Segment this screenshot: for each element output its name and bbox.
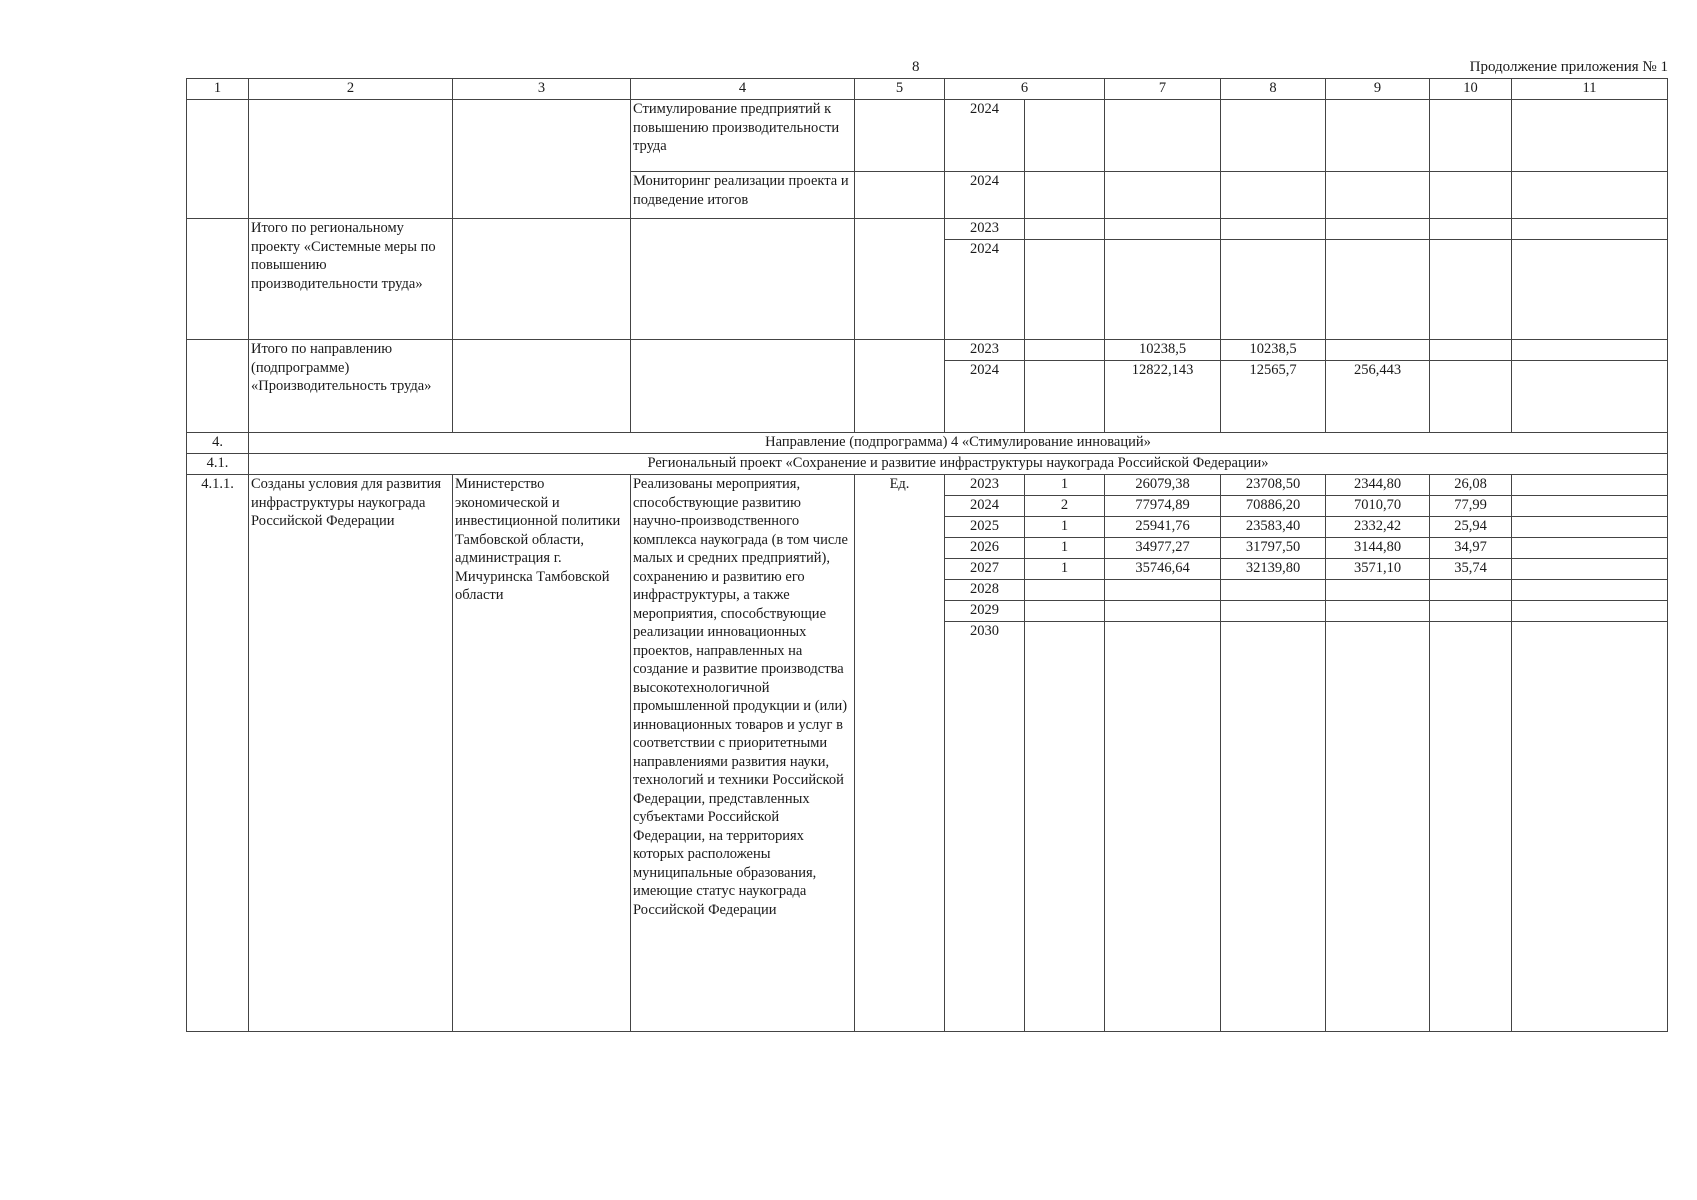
cell bbox=[453, 340, 631, 433]
cell bbox=[1221, 100, 1326, 172]
value-cell: 34977,27 bbox=[1105, 538, 1221, 559]
cell bbox=[1512, 340, 1668, 361]
value-cell: 26,08 bbox=[1430, 475, 1512, 496]
cell bbox=[1512, 219, 1668, 240]
qty-cell bbox=[1025, 622, 1105, 1032]
year-cell: 2023 bbox=[945, 475, 1025, 496]
value-cell: 12565,7 bbox=[1221, 361, 1326, 433]
value-cell bbox=[1430, 361, 1512, 433]
description-text: Реализованы мероприятия, способствующие развитию научно-производственного комплекса наукограда (в том числе малых и средних предприятий), сохранению и развитию его инфраструктуры, а также мероприятия, способствующие реализации инновационных проектов, направленных на создание и развитие производства высокотехнологичной промышленной продукции и (или) инновационных товаров и услуг в соответствии с приоритетными направлениями развития науки, технологий и техники Российской Федерации, представленных субъектами Российской Федерации, на территориях которых расположены муниципальные образования, имеющие статус наукограда Российской Федерации bbox=[631, 475, 855, 1032]
year-cell: 2023 bbox=[945, 219, 1025, 240]
value-cell bbox=[1430, 622, 1512, 1032]
value-cell bbox=[1105, 601, 1221, 622]
value-cell bbox=[1430, 580, 1512, 601]
cell bbox=[453, 100, 631, 219]
value-cell bbox=[1430, 601, 1512, 622]
cell bbox=[631, 219, 855, 340]
cell bbox=[1025, 361, 1105, 433]
value-cell: 10238,5 bbox=[1221, 340, 1326, 361]
executor-text: Министерство экономической и инвестиционной политики Тамбовской области, администрация г. Мичуринска Тамбовской области bbox=[453, 475, 631, 1032]
value-cell bbox=[1326, 580, 1430, 601]
cell bbox=[1105, 172, 1221, 219]
year-cell: 2026 bbox=[945, 538, 1025, 559]
cell bbox=[1512, 622, 1668, 1032]
section-number: 4.1. bbox=[187, 454, 249, 475]
qty-cell: 1 bbox=[1025, 517, 1105, 538]
col-header: 11 bbox=[1512, 79, 1668, 100]
cell bbox=[855, 172, 945, 219]
value-cell: 32139,80 bbox=[1221, 559, 1326, 580]
cell bbox=[1512, 559, 1668, 580]
value-cell bbox=[1430, 340, 1512, 361]
value-cell: 77,99 bbox=[1430, 496, 1512, 517]
value-cell: 2332,42 bbox=[1326, 517, 1430, 538]
value-cell: 10238,5 bbox=[1105, 340, 1221, 361]
col-header: 8 bbox=[1221, 79, 1326, 100]
cell bbox=[855, 340, 945, 433]
value-cell: 3144,80 bbox=[1326, 538, 1430, 559]
section-row bbox=[187, 454, 1668, 475]
cell bbox=[1221, 219, 1326, 240]
cell bbox=[1326, 240, 1430, 340]
value-cell: 35746,64 bbox=[1105, 559, 1221, 580]
cell bbox=[1430, 172, 1512, 219]
cell bbox=[1430, 240, 1512, 340]
cell bbox=[855, 219, 945, 340]
year-cell: 2024 bbox=[945, 172, 1025, 219]
cell bbox=[1221, 172, 1326, 219]
cell bbox=[1025, 172, 1105, 219]
cell bbox=[1025, 100, 1105, 172]
value-cell: 23583,40 bbox=[1221, 517, 1326, 538]
item-number: 4.1.1. bbox=[187, 475, 249, 1032]
value-cell bbox=[1326, 340, 1430, 361]
value-cell bbox=[1221, 601, 1326, 622]
section-title: Направление (подпрограмма) 4 «Стимулирование инноваций» bbox=[249, 433, 1668, 454]
page-number: 8 bbox=[912, 59, 920, 75]
cell bbox=[1025, 340, 1105, 361]
col-header: 3 bbox=[453, 79, 631, 100]
value-cell bbox=[1221, 580, 1326, 601]
year-cell: 2024 bbox=[945, 361, 1025, 433]
year-cell: 2027 bbox=[945, 559, 1025, 580]
column-numbers-row bbox=[187, 79, 1668, 100]
value-cell: 35,74 bbox=[1430, 559, 1512, 580]
col-header: 5 bbox=[855, 79, 945, 100]
cell bbox=[855, 100, 945, 172]
value-cell bbox=[1105, 622, 1221, 1032]
activity-text: Мониторинг реализации проекта и подведение итогов bbox=[631, 172, 855, 219]
qty-cell: 1 bbox=[1025, 538, 1105, 559]
cell bbox=[1326, 172, 1430, 219]
cell bbox=[1512, 517, 1668, 538]
cell bbox=[1105, 100, 1221, 172]
qty-cell bbox=[1025, 601, 1105, 622]
total-direction-label: Итого по направлению (подпрограмме) «Производительность труда» bbox=[249, 340, 453, 433]
cell bbox=[1430, 219, 1512, 240]
section-title: Региональный проект «Сохранение и развитие инфраструктуры наукограда Российской Федерации» bbox=[249, 454, 1668, 475]
value-cell: 2344,80 bbox=[1326, 475, 1430, 496]
cell bbox=[1326, 219, 1430, 240]
total-regional-label: Итого по региональному проекту «Системные меры по повышению производительности труда» bbox=[249, 219, 453, 340]
cell bbox=[1025, 219, 1105, 240]
cell bbox=[1512, 475, 1668, 496]
cell bbox=[187, 340, 249, 433]
cell bbox=[1512, 601, 1668, 622]
cell bbox=[1025, 240, 1105, 340]
table-row bbox=[187, 100, 1668, 172]
col-header: 9 bbox=[1326, 79, 1430, 100]
value-cell: 25,94 bbox=[1430, 517, 1512, 538]
cell bbox=[1512, 538, 1668, 559]
qty-cell: 2 bbox=[1025, 496, 1105, 517]
year-cell: 2029 bbox=[945, 601, 1025, 622]
cell bbox=[187, 100, 249, 219]
year-cell: 2024 bbox=[945, 496, 1025, 517]
cell bbox=[1512, 361, 1668, 433]
year-cell: 2025 bbox=[945, 517, 1025, 538]
year-cell: 2030 bbox=[945, 622, 1025, 1032]
value-cell bbox=[1326, 601, 1430, 622]
cell bbox=[1512, 580, 1668, 601]
qty-cell: 1 bbox=[1025, 559, 1105, 580]
cell bbox=[1512, 172, 1668, 219]
value-cell: 25941,76 bbox=[1105, 517, 1221, 538]
cell bbox=[1326, 100, 1430, 172]
table-row bbox=[187, 219, 1668, 240]
value-cell: 3571,10 bbox=[1326, 559, 1430, 580]
section-number: 4. bbox=[187, 433, 249, 454]
value-cell: 23708,50 bbox=[1221, 475, 1326, 496]
year-cell: 2024 bbox=[945, 100, 1025, 172]
value-cell: 34,97 bbox=[1430, 538, 1512, 559]
year-cell: 2023 bbox=[945, 340, 1025, 361]
cell bbox=[631, 340, 855, 433]
value-cell bbox=[1326, 622, 1430, 1032]
cell bbox=[453, 219, 631, 340]
cell bbox=[187, 219, 249, 340]
value-cell: 7010,70 bbox=[1326, 496, 1430, 517]
cell bbox=[1512, 100, 1668, 172]
continuation-note: Продолжение приложения № 1 bbox=[1469, 59, 1668, 75]
year-cell: 2024 bbox=[945, 240, 1025, 340]
unit-cell: Ед. bbox=[855, 475, 945, 1032]
value-cell: 77974,89 bbox=[1105, 496, 1221, 517]
cell bbox=[1512, 240, 1668, 340]
col-header: 7 bbox=[1105, 79, 1221, 100]
cell bbox=[1430, 100, 1512, 172]
col-header: 2 bbox=[249, 79, 453, 100]
cell bbox=[1512, 496, 1668, 517]
year-cell: 2028 bbox=[945, 580, 1025, 601]
value-cell bbox=[1221, 622, 1326, 1032]
appendix-table bbox=[186, 78, 1668, 1032]
table-row bbox=[187, 475, 1668, 496]
value-cell: 256,443 bbox=[1326, 361, 1430, 433]
col-header: 10 bbox=[1430, 79, 1512, 100]
qty-cell: 1 bbox=[1025, 475, 1105, 496]
value-cell: 12822,143 bbox=[1105, 361, 1221, 433]
cell bbox=[249, 100, 453, 219]
value-cell: 70886,20 bbox=[1221, 496, 1326, 517]
activity-text: Стимулирование предприятий к повышению производительности труда bbox=[631, 100, 855, 172]
value-cell bbox=[1105, 580, 1221, 601]
section-row bbox=[187, 433, 1668, 454]
cell bbox=[1105, 240, 1221, 340]
col-header: 4 bbox=[631, 79, 855, 100]
cell bbox=[1105, 219, 1221, 240]
table-row bbox=[187, 340, 1668, 361]
value-cell: 31797,50 bbox=[1221, 538, 1326, 559]
qty-cell bbox=[1025, 580, 1105, 601]
result-text: Созданы условия для развития инфраструктуры наукограда Российской Федерации bbox=[249, 475, 453, 1032]
value-cell: 26079,38 bbox=[1105, 475, 1221, 496]
cell bbox=[1221, 240, 1326, 340]
col-header: 1 bbox=[187, 79, 249, 100]
col-header: 6 bbox=[945, 79, 1105, 100]
